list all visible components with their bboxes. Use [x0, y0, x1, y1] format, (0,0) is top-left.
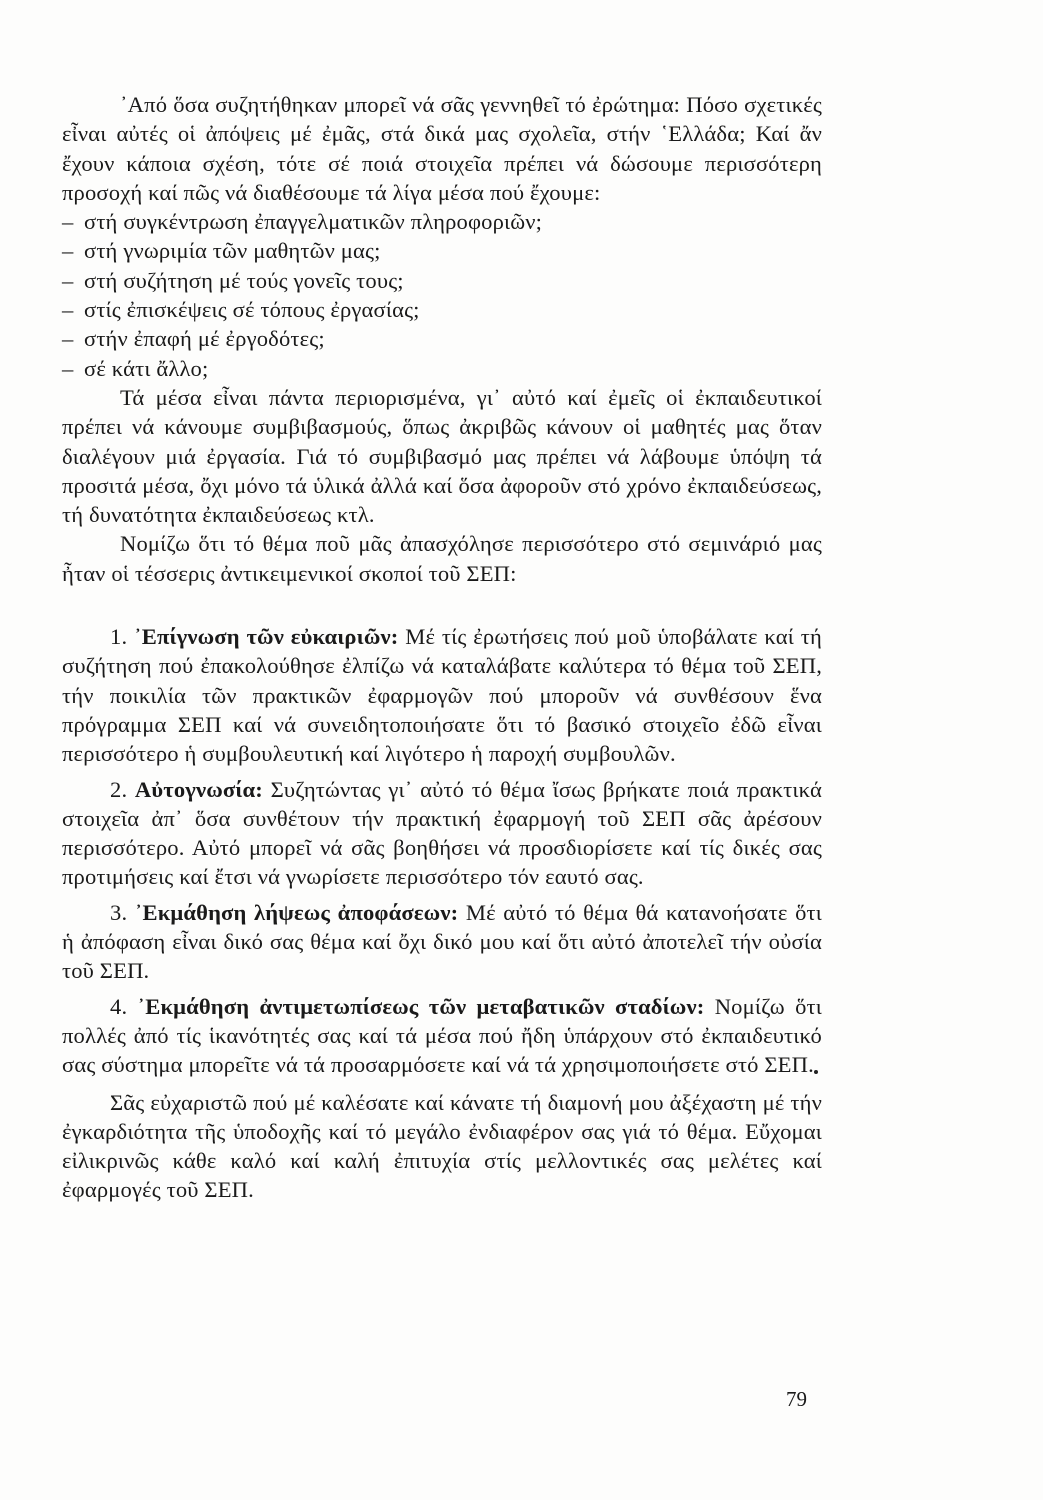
- body-text: [62, 90, 822, 1205]
- list-dash: –: [62, 326, 74, 352]
- objective-term: Αὐτογνωσία:: [134, 776, 263, 802]
- list-item: [62, 207, 822, 236]
- scan-speck: [814, 1070, 818, 1074]
- list-dash: –: [62, 209, 74, 235]
- list-dash: –: [62, 238, 74, 264]
- list-item: [62, 295, 822, 324]
- objective-text: Μέ αὐτό τό θέμα θά κατανοήσατε ὅτι ἡ ἀπόφαση εἶναι δικό σας θέμα καί ὄχι δικό μου καί ὅτι αὐτό ἀποτελεῖ τήν οὐσία τοῦ ΣΕΠ.: [62, 899, 822, 984]
- question-list: [62, 207, 822, 383]
- closing-paragraph: Σᾶς εὐχαριστῶ πού μέ καλέσατε καί κάνατε τή διαμονή μου ἀξέχαστη μέ τήν ἐγκαρδιότητα τῆς ὑποδοχῆς καί τό μεγάλο ἐνδιαφέρον σας γιά τό θέμα. Εὔχομαι εἰλικρινῶς κάθε καλό καί καλή ἐπιτυχία στίς μελλοντικές σας μελέτες καί ἐφαρμογές τοῦ ΣΕΠ.: [62, 1089, 822, 1203]
- objective-number: 2.: [110, 776, 128, 802]
- objective-term: ᾿Εκμάθηση λήψεως ἀποφάσεων:: [134, 899, 459, 925]
- objective-item: [62, 622, 822, 768]
- list-item-text: στήν ἐπαφή μέ ἐργοδότες;: [84, 326, 325, 352]
- list-item: [62, 354, 822, 383]
- objective-number: 4.: [110, 993, 128, 1019]
- objective-item: [62, 775, 822, 892]
- objective-number: 1.: [110, 624, 128, 650]
- list-item-text: σέ κάτι ἄλλο;: [84, 355, 209, 381]
- list-item: [62, 324, 822, 353]
- section-gap: [62, 588, 822, 622]
- objective-term: ᾿Εκμάθηση ἀντιμετωπίσεως τῶν μεταβατικῶν σταδίων:: [137, 993, 705, 1019]
- list-item: [62, 266, 822, 295]
- objective-item: [62, 898, 822, 986]
- page-number: 79: [786, 1387, 807, 1411]
- list-item-text: στή γνωριμία τῶν μαθητῶν μας;: [84, 238, 381, 264]
- list-dash: –: [62, 267, 74, 293]
- objective-text: Νομίζω ὅτι πολλές ἀπό τίς ἱκανότητές σας καί τά μέσα πού ἤδη ὑπάρχουν στό ἐκπαιδευτικό σας σύστημα μπορεῖτε νά τά προσαρμόσετε καί νά τά χρησιμοποιήσετε στό ΣΕΠ.: [62, 993, 822, 1078]
- list-dash: –: [62, 297, 74, 323]
- list-dash: –: [62, 355, 74, 381]
- objective-item: [62, 992, 822, 1080]
- intro-paragraph: ᾿Από ὅσα συζητήθηκαν μπορεῖ νά σᾶς γεννηθεῖ τό ἐρώτημα: Πόσο σχετικές εἶναι αὐτές οἱ ἀπόψεις μέ ἐμᾶς, στά δικά μας σχολεῖα, στήν ῾Ελλάδα; Καί ἄν ἔχουν κάποια σχέση, τότε σέ ποιά στοιχεῖα πρέπει νά δώσουμε περισσότερη προσοχή καί πῶς νά διαθέσουμε τά λίγα μέσα πού ἔχουμε:: [62, 92, 822, 205]
- objective-number: 3.: [110, 899, 128, 925]
- objectives-list: [62, 622, 822, 1079]
- seminar-paragraph: Νομίζω ὅτι τό θέμα ποῦ μᾶς ἀπασχόλησε περισσότερο στό σεμινάριό μας ἦταν οἱ τέσσερις ἀντικειμενικοί σκοποί τοῦ ΣΕΠ:: [62, 531, 822, 586]
- objective-text: Μέ τίς ἐρωτήσεις πού μοῦ ὑποβάλατε καί τή συζήτηση πού ἐπακολούθησε ἐλπίζω νά καταλάβατε καλύτερα τό θέμα τοῦ ΣΕΠ, τήν ποικιλία τῶν πρακτικῶν ἐφαρμογῶν πού μποροῦν νά συνθέσουν ἕνα πρόγραμμα ΣΕΠ καί νά συνειδητοποιήσατε ὅτι τό βασικό στοιχεῖο ἐδῶ εἶναι περισσότερο ἡ συμβουλευτική καί λιγότερο ἡ παροχή συμβουλῶν.: [62, 624, 822, 767]
- objective-term: ᾿Επίγνωση τῶν εὐκαιριῶν:: [134, 624, 399, 650]
- objective-text: Συζητώντας γι᾿ αὐτό τό θέμα ἴσως βρήκατε ποιά πρακτικά στοιχεῖα ἀπ᾿ ὅσα συνθέτουν τήν πρακτική ἐφαρμογή τοῦ ΣΕΠ σᾶς ἀρέσουν περισσότερο. Αὐτό μπορεῖ νά σᾶς βοηθήσει νά προσδιορίσετε καί τίς δικές σας προτιμήσεις καί ἔτσι νά γνωρίσετε περισσότερο τόν εαυτό σας.: [62, 776, 822, 890]
- list-item-text: στίς ἐπισκέψεις σέ τόπους ἐργασίας;: [84, 297, 420, 323]
- list-item-text: στή συγκέντρωση ἐπαγγελματικῶν πληροφοριῶν;: [84, 209, 543, 235]
- means-paragraph: Τά μέσα εἶναι πάντα περιορισμένα, γι᾿ αὐτό καί ἐμεῖς οἱ ἐκπαιδευτικοί πρέπει νά κάνουμε συμβιβασμούς, ὅπως ἀκριβῶς κάνουν οἱ μαθητές μας ὅταν διαλέγουν μιά ἐργασία. Γιά τό συμβιβασμό μας πρέπει νά λάβουμε ὑπόψη τά προσιτά μέσα, ὄχι μόνο τά ὑλικά ἀλλά καί ὅσα ἀφοροῦν στό χρόνο ἐκπαιδεύσεως, τή δυνατότητα ἐκπαιδεύσεως κτλ.: [62, 384, 822, 528]
- list-item: [62, 236, 822, 265]
- list-item-text: στή συζήτηση μέ τούς γονεῖς τους;: [84, 267, 404, 293]
